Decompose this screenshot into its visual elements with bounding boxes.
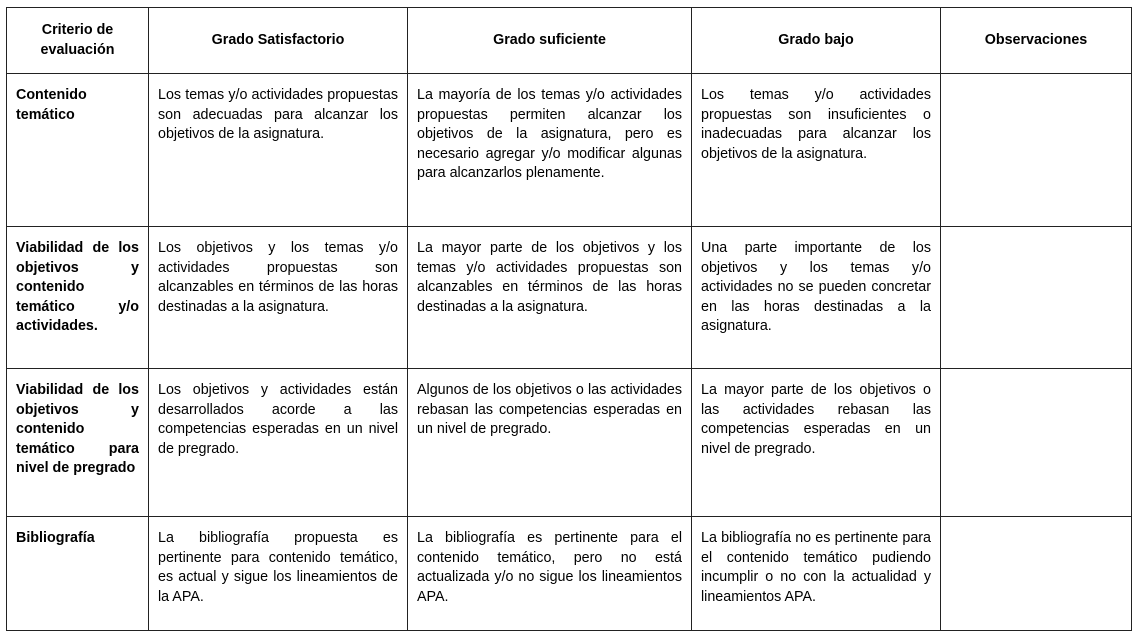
bajo-cell: Los temas y/o actividades propuestas son insuficientes o inadecuadas para alcanzar los objetivos de la asignatura. <box>692 74 941 227</box>
observaciones-cell <box>941 227 1132 369</box>
table-row <box>7 74 1132 227</box>
header-bajo: Grado bajo <box>692 8 941 74</box>
satisfactorio-cell: Los objetivos y los temas y/o actividades propuestas son alcanzables en términos de las horas destinadas a la asignatura. <box>149 227 408 369</box>
criterio-cell: Contenido temático <box>7 74 149 227</box>
observaciones-cell <box>941 517 1132 631</box>
evaluation-rubric-table <box>6 7 1132 631</box>
bajo-cell: La mayor parte de los objetivos o las actividades rebasan las competencias esperadas en un nivel de pregrado. <box>692 369 941 517</box>
bajo-cell: Una parte importante de los objetivos y los temas y/o actividades no se pueden concretar en las horas destinadas a la asignatura. <box>692 227 941 369</box>
header-criterio: Criterio de evaluación <box>7 8 149 74</box>
table-row <box>7 227 1132 369</box>
criterio-cell: Viabilidad de los objetivos y contenido temático y/o actividades. <box>7 227 149 369</box>
suficiente-cell: La bibliografía es pertinente para el contenido temático, pero no está actualizada y/o no sigue los lineamientos APA. <box>408 517 692 631</box>
observaciones-cell <box>941 369 1132 517</box>
suficiente-cell: Algunos de los objetivos o las actividades rebasan las competencias esperadas en un nivel de pregrado. <box>408 369 692 517</box>
suficiente-cell: La mayoría de los temas y/o actividades propuestas permiten alcanzar los objetivos de la asignatura, pero es necesario agregar y/o modificar algunas para alcanzarlos plenamente. <box>408 74 692 227</box>
table-row <box>7 369 1132 517</box>
observaciones-cell <box>941 74 1132 227</box>
bajo-cell: La bibliografía no es pertinente para el contenido temático pudiendo incumplir o no con la actualidad y lineamientos APA. <box>692 517 941 631</box>
criterio-cell: Viabilidad de los objetivos y contenido temático para nivel de pregrado <box>7 369 149 517</box>
table-row <box>7 517 1132 631</box>
header-suficiente: Grado suficiente <box>408 8 692 74</box>
satisfactorio-cell: Los temas y/o actividades propuestas son adecuadas para alcanzar los objetivos de la asignatura. <box>149 74 408 227</box>
header-observaciones: Observaciones <box>941 8 1132 74</box>
suficiente-cell: La mayor parte de los objetivos y los temas y/o actividades propuestas son alcanzables en términos de las horas destinadas a la asignatura. <box>408 227 692 369</box>
satisfactorio-cell: Los objetivos y actividades están desarrollados acorde a las competencias esperadas en un nivel de pregrado. <box>149 369 408 517</box>
header-row <box>7 8 1132 74</box>
satisfactorio-cell: La bibliografía propuesta es pertinente para contenido temático, es actual y sigue los lineamientos de la APA. <box>149 517 408 631</box>
header-satisfactorio: Grado Satisfactorio <box>149 8 408 74</box>
criterio-cell: Bibliografía <box>7 517 149 631</box>
